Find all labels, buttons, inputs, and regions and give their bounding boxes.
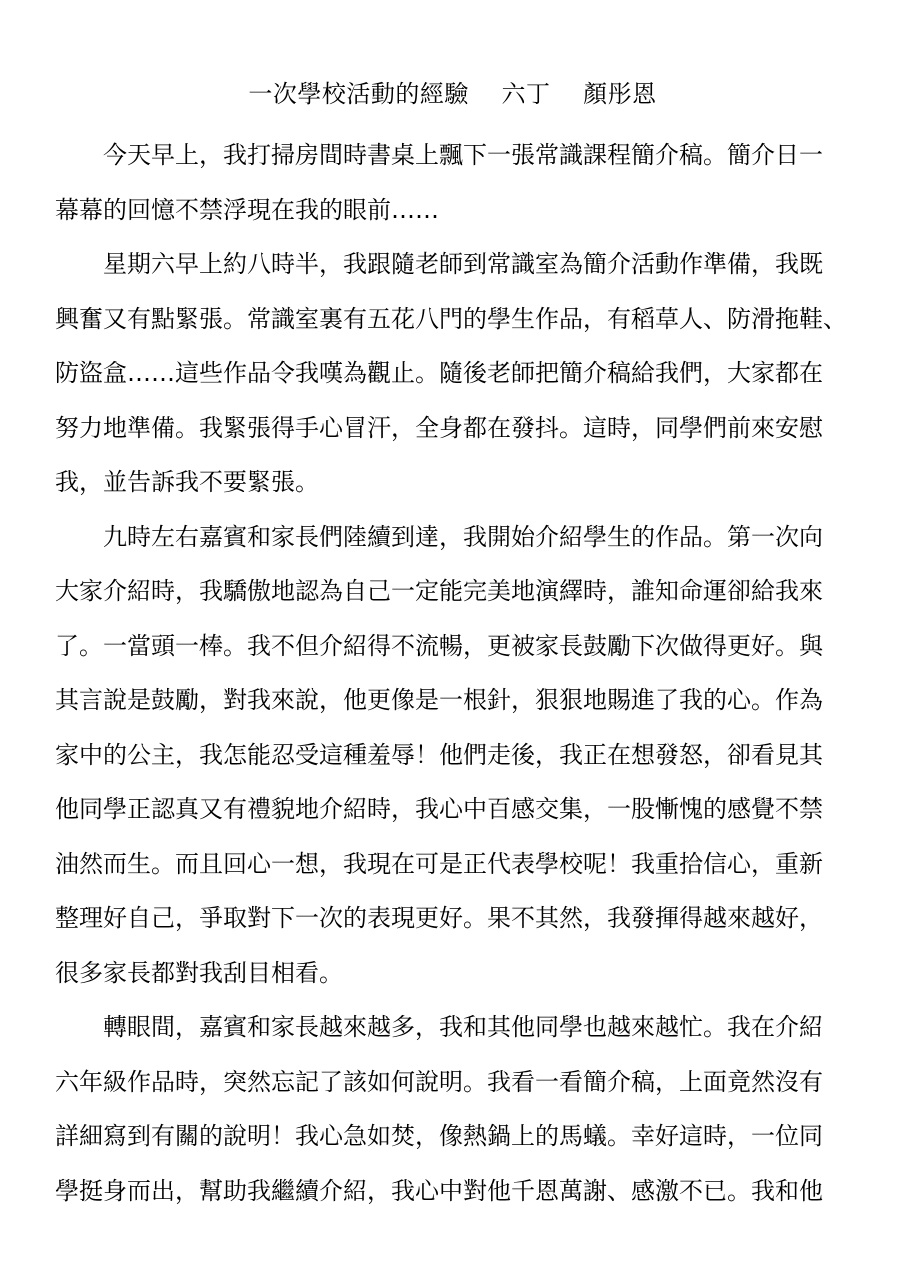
paragraph-3: [55, 510, 850, 1001]
text-line: 我，並告訴我不要緊張。: [55, 468, 319, 496]
text-line: 星期六早上約八時半，我跟隨老師到常識室為簡介活動作準備，我既: [103, 250, 823, 278]
text-line: 六年級作品時，突然忘記了該如何說明。我看一看簡介稿，上面竟然沒有: [55, 1067, 823, 1096]
paragraph-1: [55, 128, 850, 237]
text-line: 油然而生。而且回心一想，我現在可是正代表學校呢！我重拾信心，重新: [55, 849, 823, 878]
text-line: 了。一當頭一棒。我不但介紹得不流暢，更被家長鼓勵下次做得更好。與: [55, 631, 823, 660]
document-title: 一次學校活動的經驗 六丁 顏彤恩: [248, 80, 657, 108]
text-line: 整理好自己，爭取對下一次的表現更好。果不其然，我發揮得越來越好，: [55, 904, 823, 932]
text-line: 今天早上，我打掃房間時書桌上飄下一張常識課程簡介稿。簡介日一: [103, 141, 823, 169]
text-line: 大家介紹時，我驕傲地認為自己一定能完美地演繹時，誰知命運卻給我來: [55, 577, 823, 605]
paragraph-4: [55, 1000, 850, 1218]
essay-body: [55, 128, 850, 1218]
text-line: 興奮又有點緊張。常識室裏有五花八門的學生作品，有稻草人、防滑拖鞋、: [55, 304, 847, 333]
text-line: 努力地準備。我緊張得手心冒汗，全身都在發抖。這時，同學們前來安慰: [55, 413, 823, 442]
text-line: 他同學正認真又有禮貌地介紹時，我心中百感交集，一股慚愧的感覺不禁: [55, 795, 823, 823]
text-line: 轉眼間，嘉賓和家長越來越多，我和其他同學也越來越忙。我在介紹: [103, 1013, 823, 1041]
paragraph-2: [55, 237, 850, 510]
text-line: 很多家長都對我刮目相看。: [55, 958, 343, 987]
text-line: 九時左右嘉賓和家長們陸續到達，我開始介紹學生的作品。第一次向: [103, 522, 823, 551]
text-line: 幕幕的回憶不禁浮現在我的眼前……: [55, 195, 439, 224]
text-line: 其言說是鼓勵，對我來說，他更像是一根針，狠狠地賜進了我的心。作為: [55, 686, 823, 714]
text-line: 家中的公主，我怎能忍受這種羞辱！他們走後，我正在想發怒，卻看見其: [55, 740, 823, 769]
text-line: 防盜盒……這些作品令我嘆為觀止。隨後老師把簡介稿給我們，大家都在: [55, 359, 823, 387]
text-line: 詳細寫到有關的說明！我心急如焚，像熱鍋上的馬蟻。幸好這時，一位同: [55, 1122, 823, 1150]
text-line: 學挺身而出，幫助我繼續介紹，我心中對他千恩萬謝、感激不已。我和他: [55, 1176, 823, 1205]
